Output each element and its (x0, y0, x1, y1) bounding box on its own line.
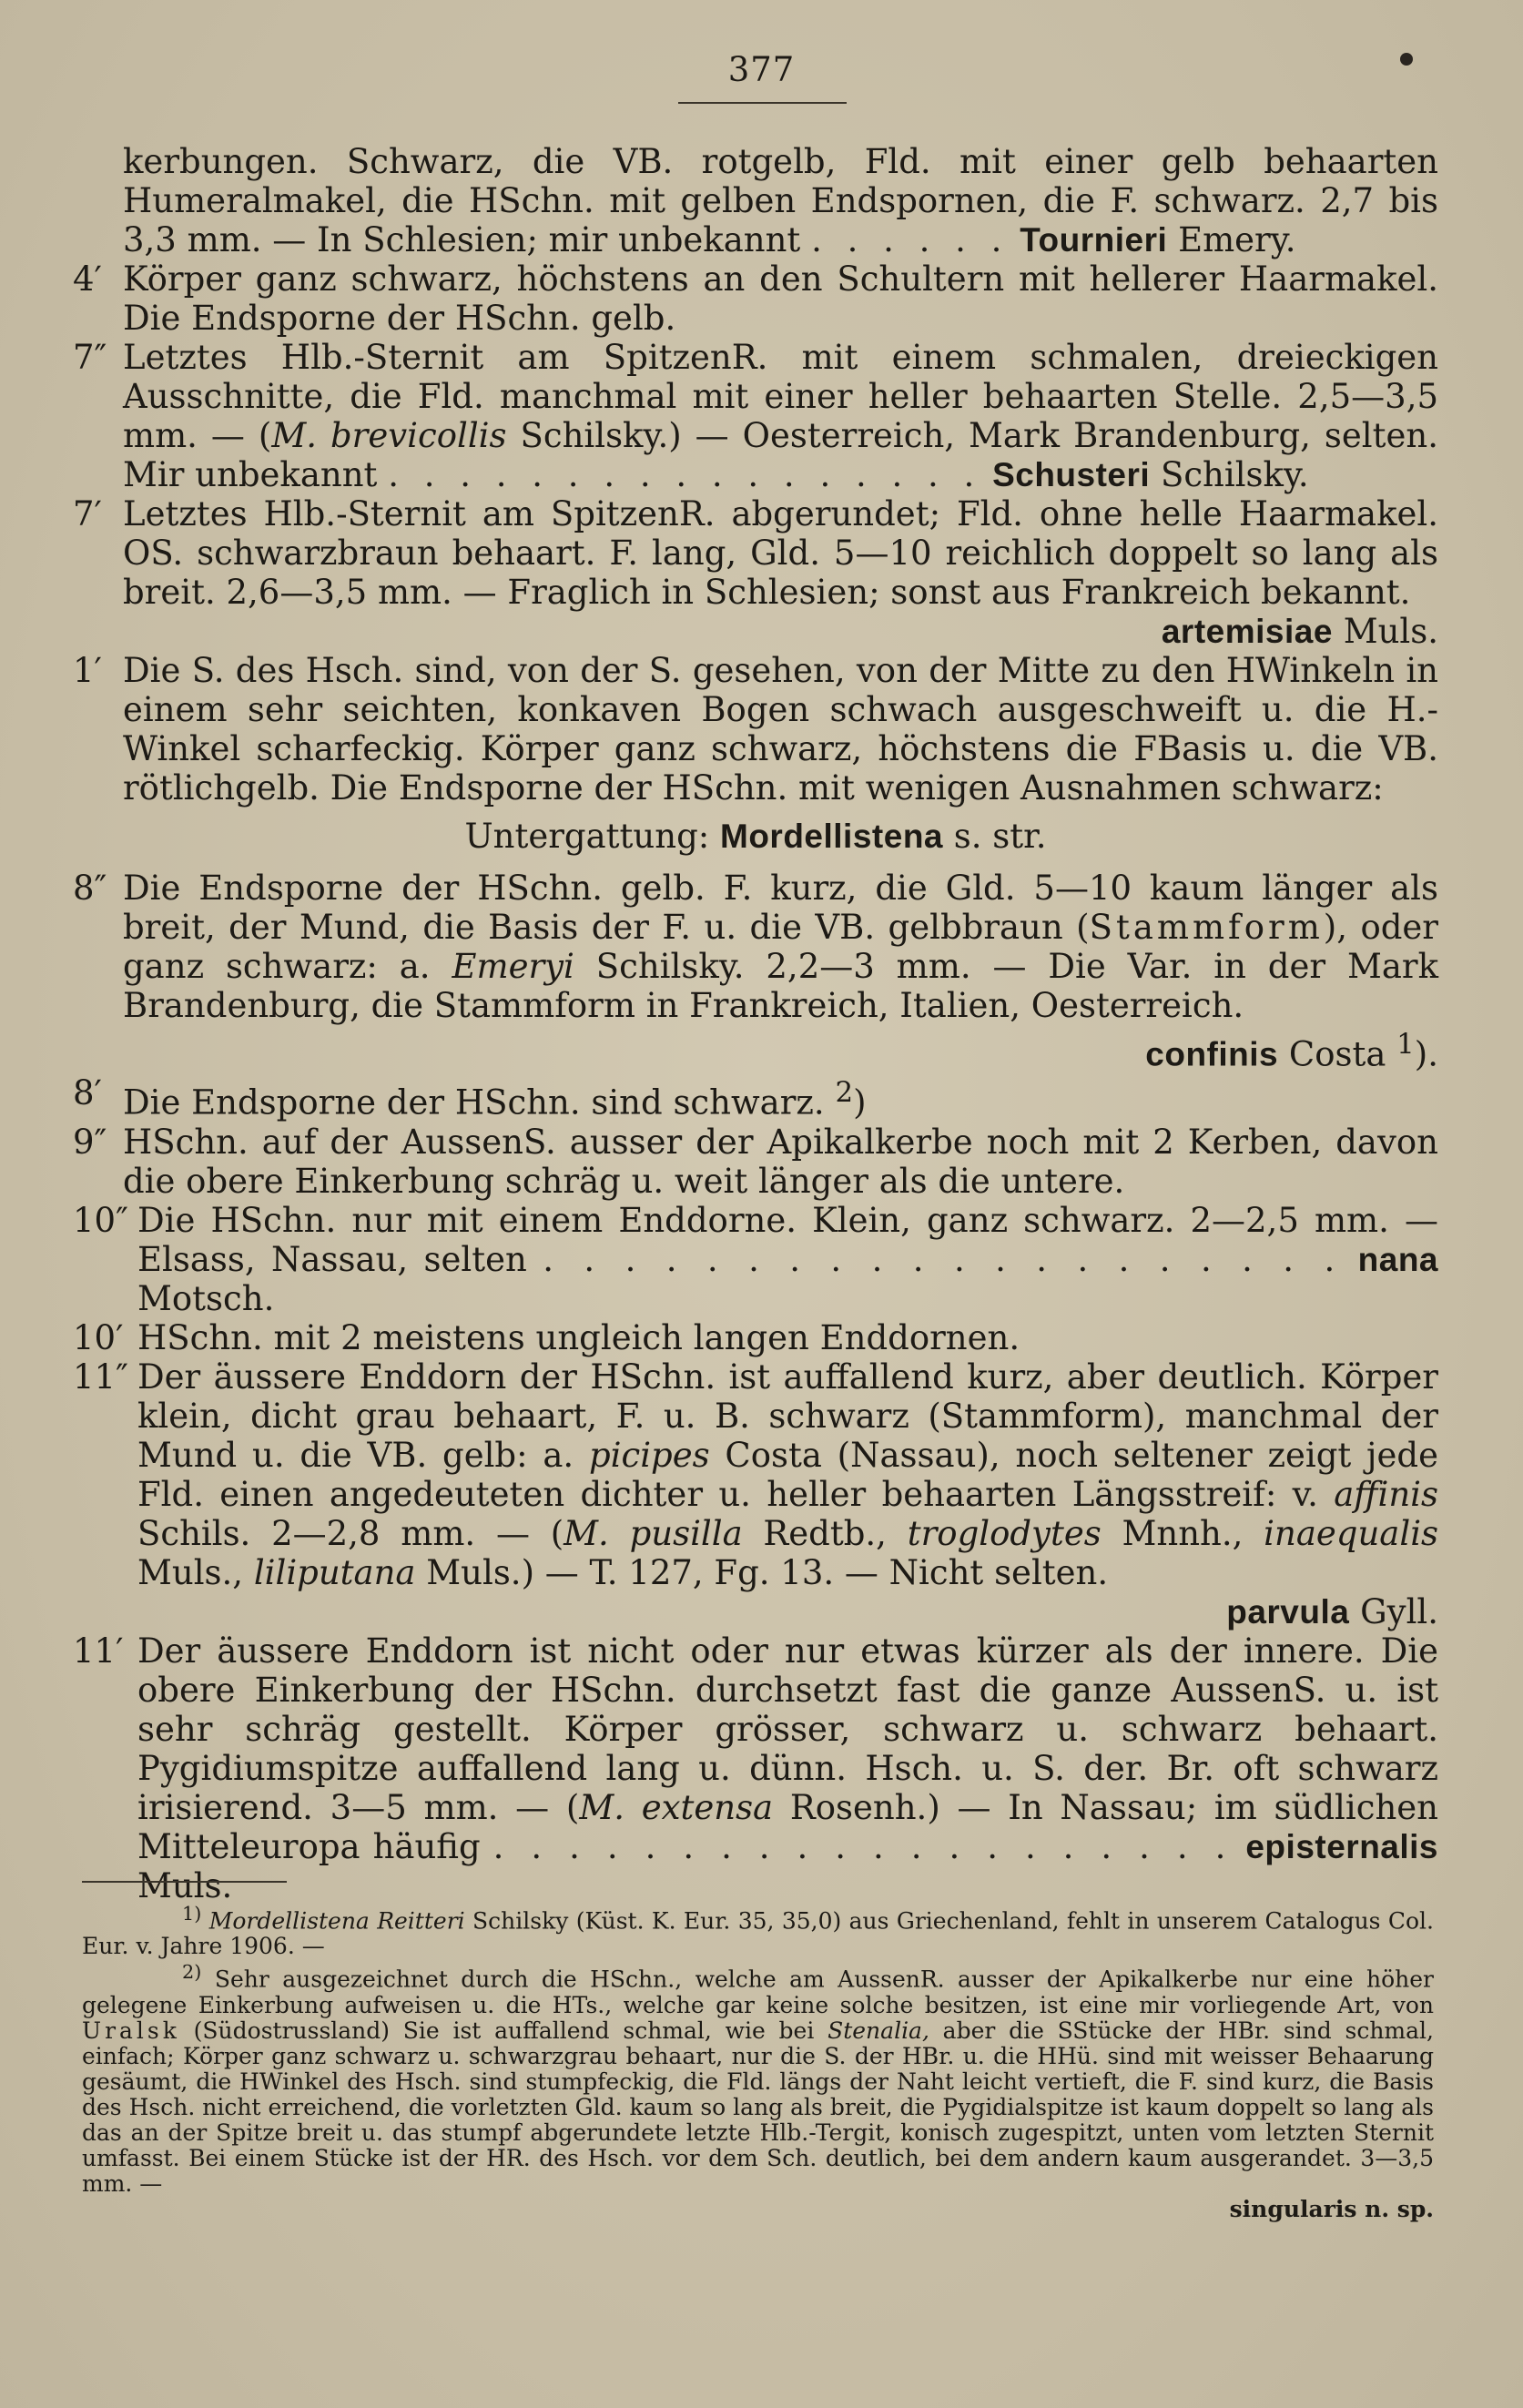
variety-name: picipes (588, 1435, 710, 1475)
leader-dots: . . . . . . . . . . . . . . . . . . . . (543, 1239, 1343, 1279)
entry-text: Körper ganz schwarz, höchstens an den Schultern mit hellerer Haarmakel. Die Endsporne der HSchn. gelb. (123, 259, 1438, 338)
synonym-name: M. extensa (579, 1787, 774, 1827)
species-line (73, 1025, 1438, 1073)
subgenus-name: Mordellistena (720, 818, 943, 855)
footnote-ref: 2 (835, 1076, 854, 1110)
species-author: Motsch. (137, 1278, 275, 1318)
variety-name: affinis (1334, 1474, 1439, 1514)
entry-text: Schilsky.) — Oesterreich, Mark Brandenburg, selten. Mir unbekannt (123, 416, 1438, 494)
synonym-name: inaequalis (1264, 1513, 1439, 1553)
locality: Uralsk (82, 2017, 180, 2044)
key-entry-10a (73, 1201, 1438, 1318)
entry-text: Die HSchn. nur mit einem Enddorne. Klein, ganz schwarz. 2—2,5 mm. — Elsass, Nassau, selten (137, 1200, 1438, 1279)
subgenus-label: Untergattung: (464, 817, 710, 856)
key-entry-1b (73, 651, 1438, 808)
synonym-name: liliputana (253, 1552, 416, 1592)
species-author: Costa (1288, 1034, 1386, 1074)
synonym-name: M. brevicollis (271, 416, 507, 455)
entry-text: Costa (Nassau), noch seltener zeigt jede Fld. einen angedeuteten dichter u. heller behaarten Längsstreif: v. (137, 1435, 1438, 1514)
species-name: artemisiae (1161, 613, 1333, 650)
footnote-text: (Südostrussland) Sie ist auffallend schmal, wie bei (193, 2017, 815, 2044)
footnote-taxon: Mordellistena Reitteri (208, 1907, 465, 1935)
entry-text: Schils. 2—2,8 mm. — ( (137, 1513, 564, 1553)
entry-text: Muls., (137, 1552, 244, 1592)
footnote-text: Sehr ausgezeichnet durch die HSchn., welche am AussenR. ausser der Apikalkerbe nur eine höher gelegene Einkerbung aufweisen u. die HTs., welche gar keine solche besitzen, ist eine mir vorliegende Art, von (82, 1966, 1434, 2018)
synonym-name: M. pusilla (564, 1513, 743, 1553)
entry-text: Schilsky. 2,2—3 mm. — Die Var. in der Mark Brandenburg, die Stammform in Frankreich, Italien, Oesterreich. (123, 947, 1439, 1025)
key-entry-7a (73, 338, 1438, 494)
leader-dots: . . . . . . . . . . . . . . . . . (388, 455, 982, 494)
entry-text: Die Endsporne der HSchn. sind schwarz. (123, 1082, 825, 1123)
species-name: episternalis (1245, 1827, 1439, 1865)
key-text (73, 142, 1438, 1905)
couplet-number: 4′ (73, 259, 102, 299)
species-author: Muls. (137, 1865, 233, 1905)
entry-text: Der äussere Enddorn ist nicht oder nur etwas kürzer als der innere. Die obere Einkerbung der HSchn. durchsetzt fast die ganze AussenS. u. ist sehr schräg gestellt. Körper grösser, schwarz u. schwarz behaart. Pygidiumspitze auffallend lang u. dünn. Hsch. u. S. der. Br. oft schwarz irisierend. 3—5 mm. — ( (137, 1631, 1438, 1827)
entry-text: HSchn. auf der AussenS. ausser der Apikalkerbe noch mit 2 Kerben, davon die obere Einkerbung schräg u. weit länger als die untere. (123, 1122, 1438, 1201)
species-author: Emery. (1178, 220, 1296, 259)
footnote-1 (82, 1901, 1434, 1959)
footnote-2 (82, 1959, 1434, 2196)
footnotes (82, 1901, 1434, 2222)
closing-paren: ). (1414, 1034, 1438, 1074)
key-entry-7b (73, 494, 1438, 612)
couplet-number: 9″ (73, 1122, 107, 1162)
species-line (73, 612, 1438, 651)
spaced-term: Stammform (1089, 908, 1324, 947)
closing-paren: ) (853, 1082, 867, 1123)
key-entry-8b (73, 1073, 1438, 1122)
entry-text: Mnnh., (1122, 1513, 1244, 1553)
subgenus-suffix: s. str. (953, 817, 1047, 856)
page-number: 377 (727, 50, 796, 89)
couplet-number: 11″ (73, 1356, 128, 1397)
variety-name: Emeryi (452, 947, 574, 986)
entry-text: Die S. des Hsch. sind, von der S. gesehen, von der Mitte zu den HWinkeln in einem sehr seichten, konkaven Bogen schwach ausgeschweift u. die H.-Winkel scharfeckig. Körper ganz schwarz, höchstens die FBasis u. die VB. rötlichgelb. Die Endsporne der HSchn. mit wenigen Ausnahmen schwarz: (123, 651, 1438, 808)
couplet-number: 7″ (73, 338, 107, 377)
species-name: confinis (1145, 1035, 1279, 1073)
entry-text: Letztes Hlb.-Sternit am SpitzenR. abgerundet; Fld. ohne helle Haarmakel. OS. schwarzbraun behaart. F. lang, Gld. 5—10 reichlich doppelt so lang als breit. 2,6—3,5 mm. — Fraglich in Schlesien; sonst aus Frankreich bekannt. (123, 494, 1438, 612)
subgenus-heading (73, 817, 1438, 856)
species-name: parvula (1226, 1592, 1350, 1631)
species-name: nana (1357, 1240, 1439, 1278)
species-name: Schusteri (992, 456, 1151, 493)
footnote-ref: 1 (1396, 1028, 1415, 1061)
entry-text: Redtb., (763, 1513, 887, 1553)
leader-dots: . . . . . . (811, 220, 1010, 259)
couplet-number: 7′ (73, 494, 102, 533)
entry-text: Der äussere Enddorn der HSchn. ist auffallend kurz, aber deutlich. Körper klein, dicht grau behaart, F. u. B. schwarz (Stammform), manchmal der Mund u. die VB. gelb: a. (137, 1356, 1438, 1475)
footnote-rule (82, 1881, 287, 1883)
entry-text: Rosenh.) — In Nassau; im südlichen Mitteleuropa häufig (137, 1787, 1439, 1866)
synonym-name: troglodytes (907, 1513, 1102, 1553)
key-entry-8a (73, 869, 1438, 1025)
entry-text: Letztes Hlb.-Sternit am SpitzenR. mit einem schmalen, dreieckigen Ausschnitte, die Fld. manchmal mit einer heller behaarten Stelle. 2,5—3,5 mm. — ( (123, 338, 1438, 455)
key-entry-9a (73, 1123, 1438, 1201)
couplet-number: 8′ (73, 1073, 102, 1113)
genus-name: Stenalia, (827, 2017, 929, 2044)
entry-text: kerbungen. Schwarz, die VB. rotgelb, Fld. mit einer gelb behaarten Humeralmakel, die HSchn. mit gelben Endspornen, die F. schwarz. 2,7 bis 3,3 mm. — In Schlesien; mir unbekannt (123, 142, 1438, 259)
species-author: Muls. (1343, 612, 1438, 651)
key-entry-11b (73, 1631, 1438, 1905)
species-name: Tournieri (1020, 221, 1168, 259)
couplet-number: 10″ (73, 1200, 128, 1240)
entry-text: ), oder ganz schwarz: a. (123, 908, 1438, 986)
couplet-number: 1′ (73, 651, 102, 690)
footnote-mark: 2) (182, 1961, 202, 1984)
key-entry-11a (73, 1357, 1438, 1592)
footnote-mark: 1) (182, 1903, 202, 1925)
couplet-number: 10′ (73, 1317, 124, 1357)
leader-dots: . . . . . . . . . . . . . . . . . . . . (492, 1826, 1234, 1866)
species-author: Gyll. (1360, 1591, 1438, 1631)
key-entry-10b (73, 1318, 1438, 1357)
header-rule (678, 102, 847, 104)
species-line (73, 1592, 1438, 1631)
key-entry-continuation (73, 142, 1438, 259)
entry-text: Die Endsporne der HSchn. gelb. F. kurz, die Gld. 5—10 kaum länger als breit, der Mund, die Basis der F. u. die VB. gelbbraun ( (123, 869, 1438, 947)
couplet-number: 11′ (73, 1631, 124, 1671)
new-species-name: singularis n. sp. (1229, 2195, 1434, 2222)
key-entry-4b (73, 259, 1438, 338)
entry-text: HSchn. mit 2 meistens ungleich langen Enddornen. (137, 1317, 1020, 1357)
species-author: Schilsky. (1160, 455, 1309, 494)
couplet-number: 8″ (73, 869, 107, 908)
entry-text: Muls.) — T. 127, Fg. 13. — Nicht selten. (426, 1552, 1109, 1592)
footnote-text: Schilsky (Küst. K. Eur. 35, 35,0) aus Griechenland, fehlt in unserem Catalogus Col. Eur. v. Jahre 1906. — (82, 1907, 1434, 1960)
footnote-text: aber die SStücke der HBr. sind schmal, einfach; Körper ganz schwarz u. schwarzgrau behaart, nur die S. der HBr. u. die HHü. sind mit weisser Behaarung gesäumt, die HWinkel des Hsch. sind stumpfeckig, die Fld. längs der Naht leicht vertieft, die F. sind kurz, die Basis des Hsch. nicht erreichend, die vorletzten Gld. kaum so lang als breit, die Pygidialspitze ist kaum doppelt so lang als das an der Spitze breit u. das stumpf abgerundete letzte Hlb.-Tergit, konisch zugespitzt, unten vom letzten Sternit umfasst. Bei einem Stücke ist der HR. des Hsch. vor dem Sch. deutlich, bei dem andern kaum ausgerandet. 3—3,5 mm. — (82, 2017, 1434, 2197)
